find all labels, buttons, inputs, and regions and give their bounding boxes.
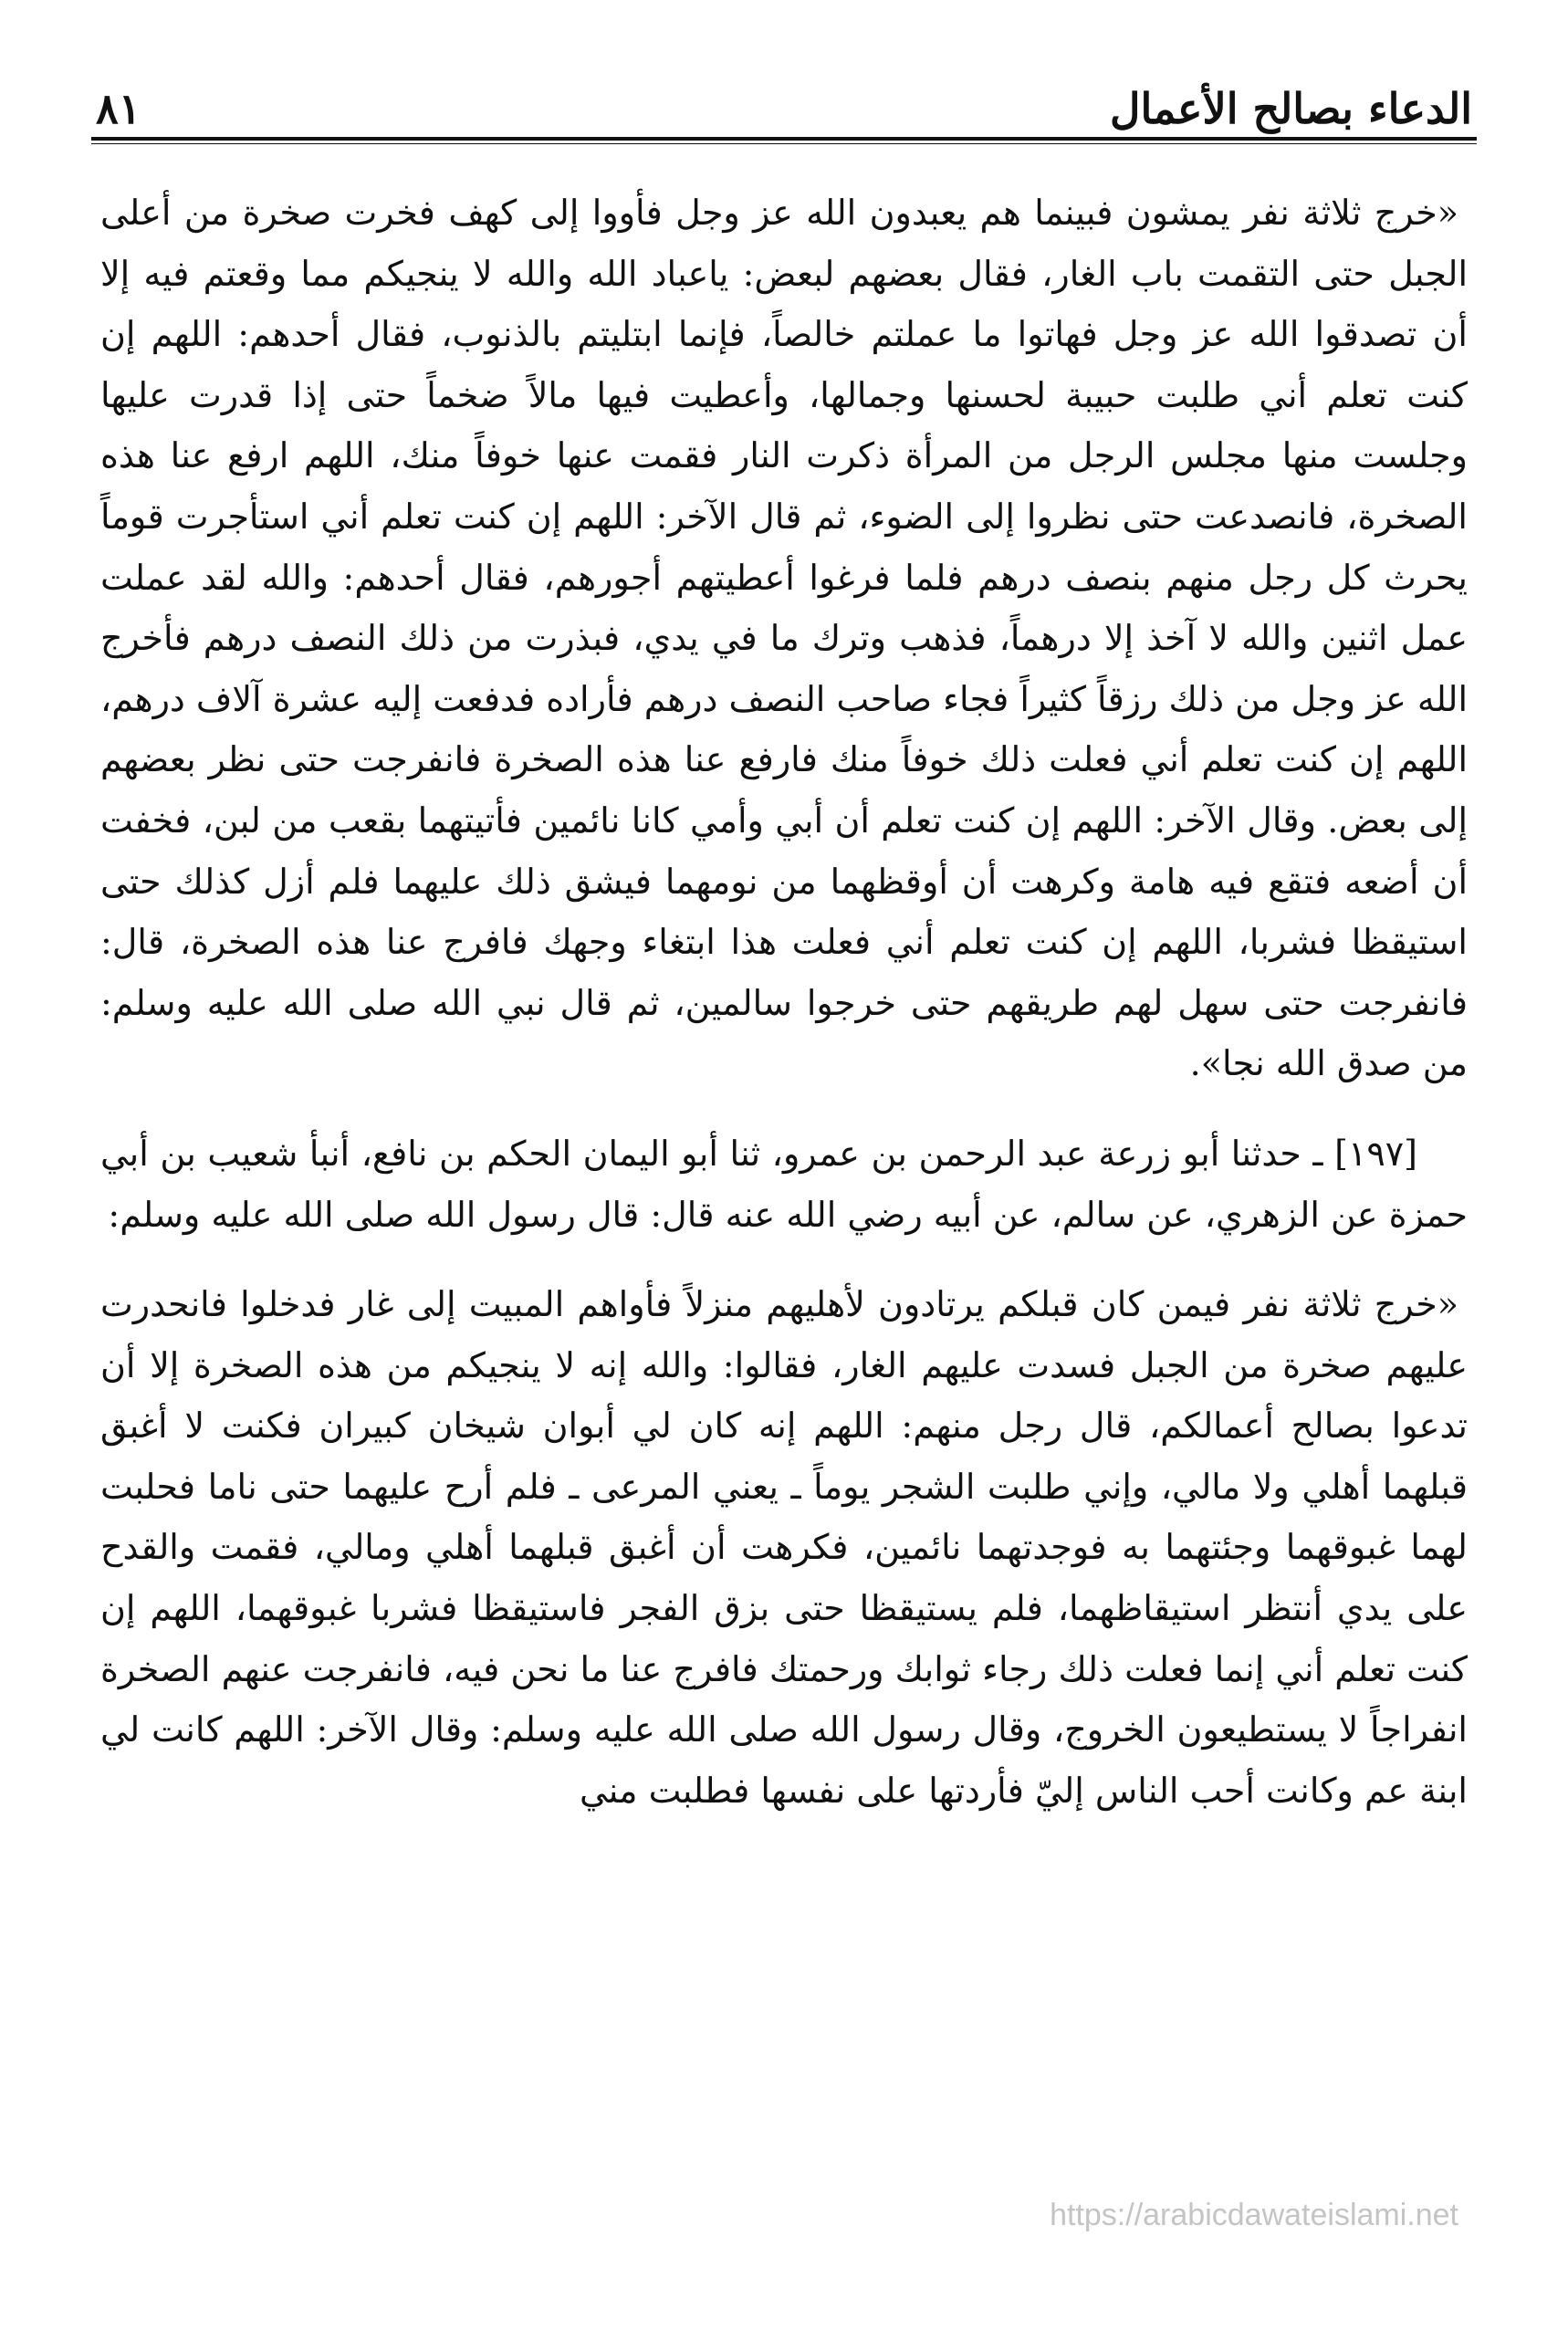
- hadith-text-paragraph: «خرج ثلاثة نفر فيمن كان قبلكم يرتادون لأهليهم منزلاً فأواهم المبيت إلى غار فدخلوا فانحدرت عليهم صخرة من الجبل فسدت عليهم الغار، فقالوا: والله إنه لا ينجيكم من هذه الصخرة إلا أن تدعوا بصالح أعمالكم، قال رجل منهم: اللهم إنه كان لي أبوان شيخان كبيران فكنت لا أغبق قبلهما أهلي ولا مالي، وإني طلبت الشجر يوماً ـ يعني المرعى ـ فلم أرح عليهما حتى ناما فحلبت لهما غبوقهما وجئتهما به فوجدتهما نائمين، فكرهت أن أغبق قبلهما أهلي ومالي، فقمت والقدح على يدي أنتظر استيقاظهما، فلم يستيقظا حتى بزق الفجر فاستيقظا فشربا غبوقهما، اللهم إن كنت تعلم أني إنما فعلت ذلك رجاء ثوابك ورحمتك فافرج عنا ما نحن فيه، فانفرجت عنهم الصخرة انفراجاً لا يستطيعون الخروج، وقال رسول الله صلى الله عليه وسلم: وقال الآخر: اللهم كانت لي ابنة عم وكانت أحب الناس إليّ فأردتها على نفسها فطلبت مني: [100, 1284, 1468, 1811]
- page-number: ٨١: [96, 84, 141, 133]
- page-header: [96, 64, 1472, 137]
- watermark-url: https://arabicdawateislami.net: [1050, 2198, 1458, 2232]
- page-body: [100, 183, 1468, 1821]
- header-rule: [91, 137, 1477, 144]
- hadith-text-paragraph: «خرج ثلاثة نفر يمشون فبينما هم يعبدون الله عز وجل فأووا إلى كهف فخرت صخرة من أعلى الجبل حتى التقمت باب الغار، فقال بعضهم لبعض: ياعباد الله والله لا ينجيكم مما وقعتم فيه إلا أن تصدقوا الله عز وجل فهاتوا ما عملتم خالصاً، فإنما ابتليتم بالذنوب، فقال أحدهم: اللهم إن كنت تعلم أني طلبت حبيبة لحسنها وجمالها، وأعطيت فيها مالاً ضخماً حتى إذا قدرت عليها وجلست منها مجلس الرجل من المرأة ذكرت النار فقمت عنها خوفاً منك، اللهم ارفع عنا هذه الصخرة، فانصدعت حتى نظروا إلى الضوء، ثم قال الآخر: اللهم إن كنت تعلم أني استأجرت قوماً يحرث كل رجل منهم بنصف درهم فلما فرغوا أعطيتهم أجورهم، فقال أحدهم: والله لقد عملت عمل اثنين والله لا آخذ إلا درهماً، فذهب وترك ما في يدي، فبذرت من ذلك النصف درهم فأخرج الله عز وجل من ذلك رزقاً كثيراً فجاء صاحب النصف درهم فأراده فدفعت إليه عشرة آلاف درهم، اللهم إن كنت تعلم أني فعلت ذلك خوفاً منك فارفع عنا هذه الصخرة فانفرجت حتى نظر بعضهم إلى بعض. وقال الآخر: اللهم إن كنت تعلم أن أبي وأمي كانا نائمين فأتيتهما بقعب من لبن، فخفت أن أضعه فتقع فيه هامة وكرهت أن أوقظهما من نومهما فيشق ذلك عليهما فلم أزل كذلك حتى استيقظا فشربا، اللهم إن كنت تعلم أني فعلت هذا ابتغاء وجهك فافرج عنا هذه الصخرة، قال: فانفرجت حتى سهل لهم طريقهم حتى خرجوا سالمين، ثم قال نبي الله صلى الله عليه وسلم: من صدق الله نجا».: [99, 193, 1468, 1084]
- running-title: الدعاء بصالح الأعمال: [1110, 84, 1472, 133]
- hadith-isnad-paragraph: [١٩٧] ـ حدثنا أبو زرعة عبد الرحمن بن عمرو، ثنا أبو اليمان الحكم بن نافع، أنبأ شعيب بن أبي حمزة عن الزهري، عن سالم، عن أبيه رضي الله عنه قال: قال رسول الله صلى الله عليه وسلم:: [100, 1133, 1468, 1235]
